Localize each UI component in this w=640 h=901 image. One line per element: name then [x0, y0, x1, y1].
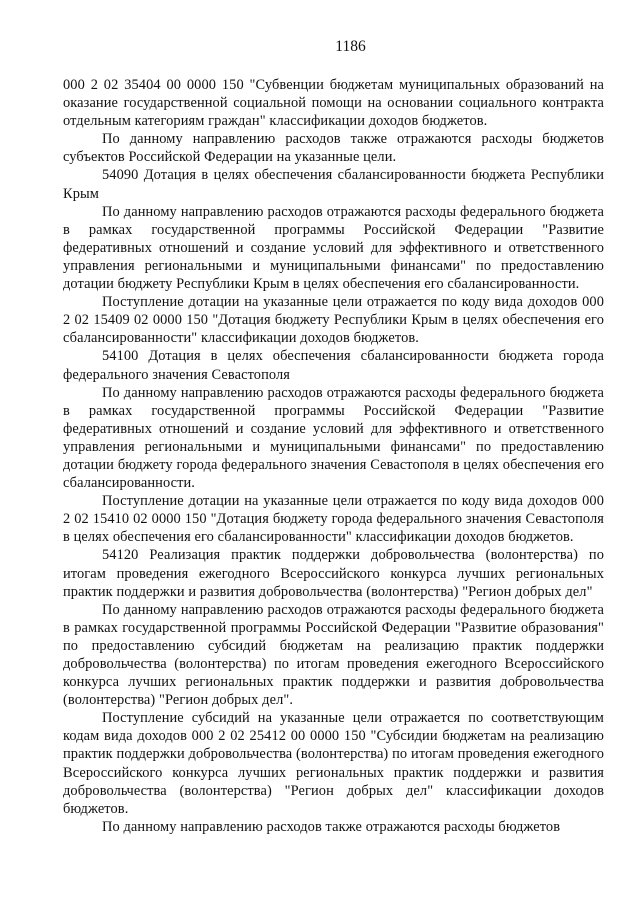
paragraph-54120-income: Поступление субсидий на указанные цели отражается по соответствующим кодам вида доходов 000 2 02 25412 00 0000 150 "Субсидии бюджетам на реализацию практик поддержки добровольчества (волонтерства) по итогам проведения ежегодного Всероссийского конкурса лучших региональных практик поддержки и развития добровольчества (волонтерства) "Регион добрых дел" классификации доходов бюджетов. [63, 710, 604, 817]
heading-54090: 54090 Дотация в целях обеспечения сбалансированности бюджета Республики Крым [63, 167, 604, 202]
paragraph-also-reflected-1: По данному направлению расходов также отражаются расходы бюджетов субъектов Российской Федерации на указанные цели. [63, 131, 604, 166]
paragraph-54100-description: По данному направлению расходов отражаются расходы федерального бюджета в рамках государственной программы Российской Федерации "Развитие федеративных отношений и создание условий для эффективного и ответственного управления региональными и муниципальными финансами" по предоставлению дотации бюджету города федерального значения Севастополя в целях обеспечения его сбалансированности. [63, 384, 604, 492]
paragraph-code-35404: 000 2 02 35404 00 0000 150 "Субвенции бюджетам муниципальных образований на оказание государственной социальной помощи на основании социального контракта отдельным категориям граждан" классификации доходов бюджетов. [63, 77, 604, 130]
paragraph-also-reflected-2: По данному направлению расходов также отражаются расходы бюджетов [102, 818, 561, 835]
heading-54100: 54100 Дотация в целях обеспечения сбалансированности бюджета города федерального значения Севастополя [63, 348, 604, 383]
paragraph-54090-income: Поступление дотации на указанные цели отражается по коду вида доходов 000 2 02 15409 02 0000 150 "Дотация бюджету Республики Крым в целях обеспечения его сбалансированности" классификации доходов бюджетов. [63, 294, 604, 347]
page-number: 1186 [335, 38, 366, 55]
paragraph-54120-description: По данному направлению расходов отражаются расходы федерального бюджета в рамках государственной программы Российской Федерации "Развитие образования" по предоставлению субсидий бюджетам на реализацию практик поддержки добровольчества (волонтерства) по итогам проведения ежегодного Всероссийского конкурса лучших региональных практик поддержки и развития добровольчества (волонтерства) "Регион добрых дел". [63, 601, 604, 709]
paragraph-54100-income: Поступление дотации на указанные цели отражается по коду вида доходов 000 2 02 15410 02 0000 150 "Дотация бюджету города федерального значения Севастополя в целях обеспечения его сбалансированности" классификации доходов бюджетов. [63, 493, 604, 546]
paragraph-54090-description: По данному направлению расходов отражаются расходы федерального бюджета в рамках государственной программы Российской Федерации "Развитие федеративных отношений и создание условий для эффективного и ответственного управления региональными и муниципальными финансами" по предоставлению дотации бюджету Республики Крым в целях обеспечения его сбалансированности. [63, 203, 604, 293]
heading-54120: 54120 Реализация практик поддержки добровольчества (волонтерства) по итогам проведения ежегодного Всероссийского конкурса лучших региональных практик поддержки и развития добровольчества (волонтерства) "Регион добрых дел" [63, 547, 604, 600]
